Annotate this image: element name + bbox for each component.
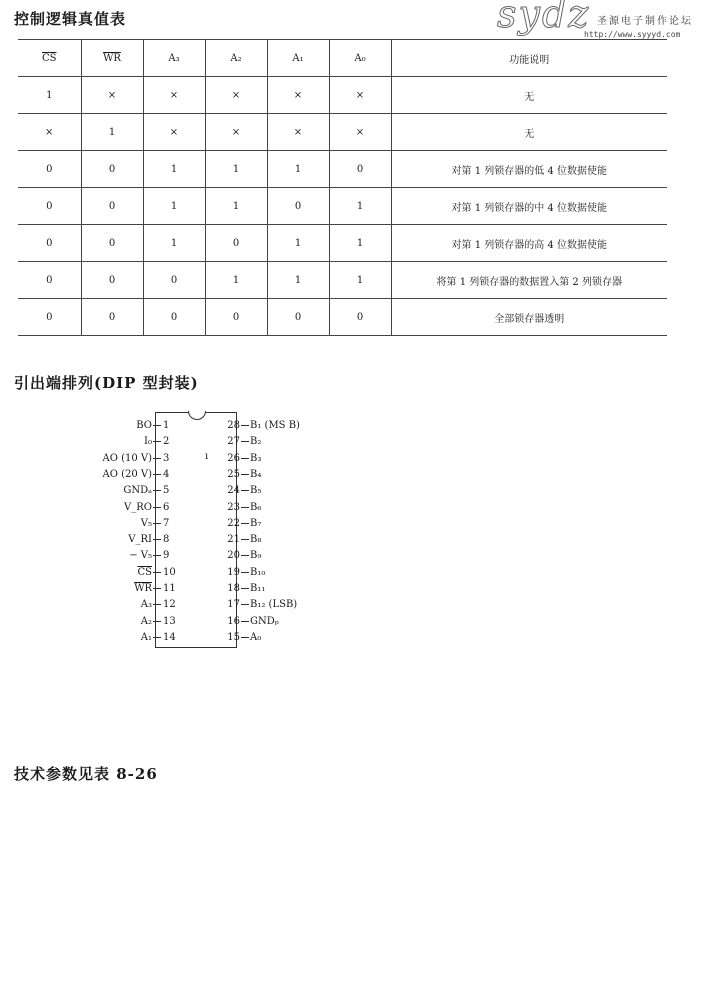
pin-lead	[241, 523, 249, 524]
cell-value: 1	[267, 151, 329, 188]
pin-lead	[153, 523, 161, 524]
pin-number: 28	[227, 420, 240, 431]
cell-value: ×	[267, 114, 329, 151]
header-a0: A₀	[329, 40, 391, 77]
cell-value: 0	[81, 151, 143, 188]
cell-value: 1	[205, 262, 267, 299]
pin-label: A₁	[140, 631, 152, 643]
pin-label: AO (20 V)	[102, 468, 152, 480]
pin-left	[60, 517, 177, 531]
pin-lead	[153, 490, 161, 491]
pin-label: B₈	[250, 534, 262, 546]
cell-value: 1	[329, 262, 391, 299]
pin-label: V_RI	[128, 534, 152, 546]
pin-left	[60, 631, 177, 645]
pin-number: 18	[227, 583, 240, 594]
pin-number: 20	[227, 550, 240, 562]
pin-left	[60, 549, 177, 563]
truth-table	[18, 39, 667, 336]
pin-lead	[153, 621, 161, 622]
cell-value: 0	[143, 299, 205, 336]
pin-lead	[153, 637, 161, 638]
pin-label: B₄	[250, 468, 262, 480]
pin-lead	[153, 474, 161, 475]
pin-right	[226, 517, 261, 531]
pin-number: 22	[227, 517, 240, 529]
cell-value: 1	[205, 188, 267, 225]
pin-left	[60, 582, 177, 596]
pin-label: A₃	[140, 599, 152, 611]
pin-left	[60, 468, 177, 482]
cell-value: 1	[205, 151, 267, 188]
cell-value: 0	[81, 188, 143, 225]
header-a3: A₃	[143, 40, 205, 77]
pin-number: 10	[163, 566, 176, 578]
pin-label: A₂	[140, 615, 152, 627]
pin-lead	[153, 539, 161, 540]
cell-value: 0	[18, 225, 81, 262]
pin-right	[226, 484, 261, 498]
pin-label: $\overline{CS}$	[137, 566, 152, 578]
pin-label: V₅	[140, 517, 152, 529]
cell-function: 无	[391, 114, 667, 151]
pin-left	[60, 615, 177, 629]
pin-number: 1	[163, 420, 170, 431]
pin-number: 14	[163, 631, 176, 643]
pin-number: 13	[163, 615, 176, 627]
pin-number: 15	[227, 631, 240, 643]
cell-value: 1	[329, 188, 391, 225]
cell-value: ×	[329, 77, 391, 114]
pin-right	[226, 598, 297, 612]
cell-value: ×	[205, 114, 267, 151]
pin-label: I₀	[144, 436, 152, 448]
pin-lead	[241, 588, 249, 589]
pin-number: 3	[163, 452, 170, 464]
header-function: 功能说明	[391, 40, 667, 77]
pin-lead	[241, 621, 249, 622]
pin-right	[226, 501, 261, 515]
pin-label: V_RO	[124, 501, 152, 513]
header-a2: A₂	[205, 40, 267, 77]
cell-value: ×	[205, 77, 267, 114]
pin-lead	[153, 572, 161, 573]
header-cs: $\overline{CS}$	[18, 40, 81, 77]
pin-label: GNDₚ	[250, 615, 279, 627]
pin-lead	[241, 572, 249, 573]
pin-label: − V₅	[129, 550, 152, 562]
pin-label: B₅	[250, 485, 262, 497]
pin-lead	[241, 490, 249, 491]
section-title-pinout: 引出端排列(DIP 型封装)	[14, 374, 199, 392]
cell-value: 1	[267, 225, 329, 262]
cell-function: 对第 1 列锁存器的中 4 位数据使能	[391, 188, 667, 225]
pin-lead	[241, 474, 249, 475]
pin-label: B₁₁	[250, 583, 266, 594]
cell-value: 0	[267, 188, 329, 225]
pin-label: B₂	[250, 436, 262, 448]
pin-right	[226, 566, 265, 580]
cell-function: 无	[391, 77, 667, 114]
pin-label: A₀	[250, 631, 262, 643]
cell-value: 0	[329, 151, 391, 188]
pin-lead	[241, 458, 249, 459]
cell-value: 1	[143, 225, 205, 262]
pin-left	[60, 566, 177, 580]
table-row	[18, 262, 667, 299]
pin-number: 16	[227, 615, 240, 627]
cell-value: 0	[143, 262, 205, 299]
cell-value: ×	[329, 114, 391, 151]
pin-number: 25	[227, 468, 240, 480]
section-title-truth-table: 控制逻辑真值表	[14, 10, 127, 28]
pin-left	[60, 501, 177, 515]
cell-value: 0	[205, 225, 267, 262]
pin-lead	[241, 507, 249, 508]
cell-value: 1	[81, 114, 143, 151]
pin-right	[226, 468, 261, 482]
table-row	[18, 114, 667, 151]
cell-value: ×	[143, 114, 205, 151]
cell-value: 0	[267, 299, 329, 336]
cell-value: 0	[81, 262, 143, 299]
pin-lead	[241, 637, 249, 638]
pin-number: 7	[163, 517, 170, 529]
pin-number: 11	[163, 583, 176, 594]
pin-number: 6	[163, 501, 170, 513]
pin-lead	[153, 604, 161, 605]
pin-label: BO	[136, 420, 152, 431]
table-row	[18, 225, 667, 262]
header-wr: $\overline{WR}$	[81, 40, 143, 77]
pin-left	[60, 452, 177, 466]
pin-right	[226, 615, 279, 629]
cell-value: 1	[18, 77, 81, 114]
pin-left	[60, 598, 177, 612]
pin-label: B₃	[250, 452, 262, 464]
pin-number: 9	[163, 550, 170, 562]
header-a1: A₁	[267, 40, 329, 77]
pin-left	[60, 533, 177, 547]
cell-value: 0	[81, 299, 143, 336]
stray-mark: ı	[205, 451, 209, 462]
table-row	[18, 77, 667, 114]
pin-number: 2	[163, 436, 170, 448]
pin-number: 27	[227, 436, 240, 448]
pin-right	[226, 435, 261, 449]
pin-number: 12	[163, 599, 176, 611]
cell-function: 全部锁存器透明	[391, 299, 667, 336]
pin-lead	[241, 441, 249, 442]
pin-label: $\overline{WR}$	[134, 583, 152, 594]
cell-value: 1	[143, 151, 205, 188]
cell-value: 0	[18, 299, 81, 336]
pin-label: B₉	[250, 550, 262, 562]
pin-number: 19	[227, 566, 240, 578]
cell-function: 对第 1 列锁存器的高 4 位数据使能	[391, 225, 667, 262]
pin-label: B₁ (MS B)	[250, 420, 300, 431]
cell-value: ×	[18, 114, 81, 151]
table-header-row	[18, 40, 667, 77]
pin-lead	[241, 539, 249, 540]
pin-number: 5	[163, 485, 170, 497]
pin-right	[226, 582, 265, 596]
pin-lead	[153, 507, 161, 508]
pin-label: B₁₀	[250, 566, 266, 578]
cell-value: 1	[329, 225, 391, 262]
pin-number: 17	[227, 599, 240, 611]
pin-lead	[241, 555, 249, 556]
pin-left	[60, 484, 177, 498]
pin-lead	[153, 441, 161, 442]
table-row	[18, 151, 667, 188]
pin-label: B₇	[250, 517, 262, 529]
pin-label: B₆	[250, 501, 262, 513]
pin-lead	[153, 588, 161, 589]
watermark-logo: sydz	[497, 0, 591, 36]
pin-label: AO (10 V)	[102, 452, 152, 464]
cell-function: 将第 1 列锁存器的数据置入第 2 列锁存器	[391, 262, 667, 299]
table-row	[18, 188, 667, 225]
watermark-url: http://www.syyyd.com	[584, 30, 681, 39]
cell-function: 对第 1 列锁存器的低 4 位数据使能	[391, 151, 667, 188]
cell-value: 0	[18, 262, 81, 299]
pin-lead	[241, 425, 249, 426]
pin-lead	[153, 458, 161, 459]
pin-number: 26	[227, 452, 240, 464]
pin-number: 23	[227, 501, 240, 513]
cell-value: 0	[81, 225, 143, 262]
pin-label: B₁₂ (LSB)	[250, 599, 298, 611]
pin-number: 21	[227, 534, 240, 546]
section-title-params: 技术参数见表 8-26	[14, 765, 158, 783]
cell-value: ×	[267, 77, 329, 114]
cell-value: 0	[205, 299, 267, 336]
pin-right	[226, 533, 261, 547]
pin-right	[226, 549, 261, 563]
watermark-site-name: 圣源电子制作论坛	[597, 16, 693, 27]
pin-lead	[241, 604, 249, 605]
cell-value: ×	[81, 77, 143, 114]
pin-left	[60, 419, 177, 433]
cell-value: 0	[18, 188, 81, 225]
cell-value: 0	[329, 299, 391, 336]
cell-value: 0	[18, 151, 81, 188]
table-row	[18, 299, 667, 336]
pin-lead	[153, 555, 161, 556]
pin-left	[60, 435, 177, 449]
pin-right	[226, 419, 300, 433]
pin-number: 24	[227, 485, 240, 497]
pin-number: 8	[163, 534, 170, 546]
cell-value: 1	[143, 188, 205, 225]
cell-value: 1	[267, 262, 329, 299]
pin-label: GNDₐ	[123, 485, 152, 497]
pin-right	[226, 631, 261, 645]
cell-value: ×	[143, 77, 205, 114]
pin-number: 4	[163, 468, 170, 480]
pin-right	[226, 452, 261, 466]
pin-lead	[153, 425, 161, 426]
